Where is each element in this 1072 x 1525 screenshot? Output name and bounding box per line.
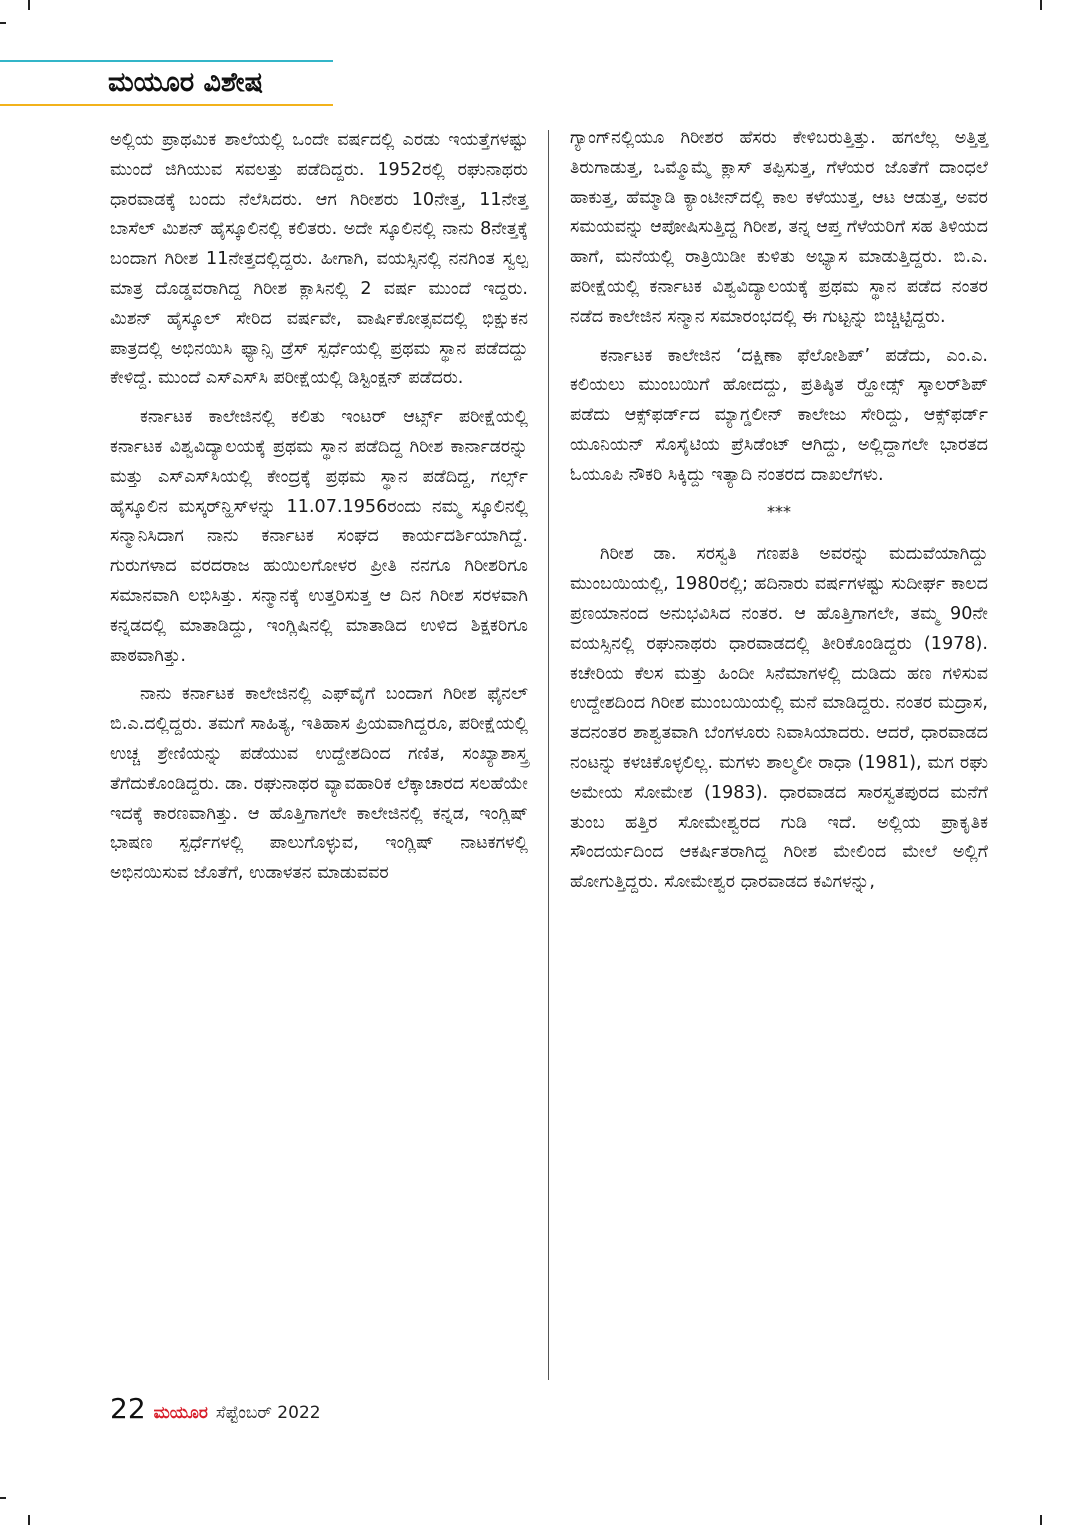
crop-mark (0, 1497, 6, 1499)
crop-mark (28, 0, 30, 10)
page-number: 22 (110, 1392, 146, 1425)
magazine-logo: ಮಯೂರ (153, 1403, 208, 1423)
article-paragraph: ಅಲ್ಲಿಯ ಪ್ರಾಥಮಿಕ ಶಾಲೆಯಲ್ಲಿ ಒಂದೇ ವರ್ಷದಲ್ಲಿ ಎರಡು ಇಯತ್ತೆಗಳಷ್ಟು ಮುಂದೆ ಜಿಗಿಯುವ ಸವಲತ್ತು ಪಡೆದಿದ್ದರು. 1952ರಲ್ಲಿ ರಘುನಾಥರು ಧಾರವಾಡಕ್ಕೆ ಬಂದು ನೆಲೆಸಿದರು. ಆಗ ಗಿರೀಶರು 10ನೇತ್ತ, 11ನೇತ್ತ ಬಾಸೆಲ್ ಮಿಶನ್ ಹೈಸ್ಕೂಲಿನಲ್ಲಿ ಕಲಿತರು. ಅದೇ ಸ್ಕೂಲಿನಲ್ಲಿ ನಾನು 8ನೇತ್ತಕ್ಕೆ ಬಂದಾಗ ಗಿರೀಶ 11ನೇತ್ತದಲ್ಲಿದ್ದರು. ಹೀಗಾಗಿ, ವಯಸ್ಸಿನಲ್ಲಿ ನನಗಿಂತ ಸ್ವಲ್ಪ ಮಾತ್ರ ದೊಡ್ಡವರಾಗಿದ್ದ ಗಿರೀಶ ಕ್ಲಾಸಿನಲ್ಲಿ 2 ವರ್ಷ ಮುಂದೆ ಇದ್ದರು. ಮಿಶನ್ ಹೈಸ್ಕೂಲ್ ಸೇರಿದ ವರ್ಷವೇ, ವಾರ್ಷಿಕೋತ್ಸವದಲ್ಲಿ ಭಿಕ್ಷುಕನ ಪಾತ್ರದಲ್ಲಿ ಅಭಿನಯಿಸಿ ಫ್ಯಾನ್ಸಿ ಡ್ರೆಸ್ ಸ್ಪರ್ಧೆಯಲ್ಲಿ ಪ್ರಥಮ ಸ್ಥಾನ ಪಡೆದದ್ದು ಕೇಳಿದ್ದೆ. ಮುಂದೆ ಎಸ್‌ಎಸ್‌ಸಿ ಪರೀಕ್ಷೆಯಲ್ಲಿ ಡಿಸ್ಟಿಂಕ್ಷನ್ ಪಡೆದರು. (110, 130, 528, 389)
article-paragraph: ಕರ್ನಾಟಕ ಕಾಲೇಜಿನಲ್ಲಿ ಕಲಿತು ಇಂಟರ್ ಆರ್ಟ್ಸ್ ಪರೀಕ್ಷೆಯಲ್ಲಿ ಕರ್ನಾಟಕ ವಿಶ್ವವಿದ್ಯಾಲಯಕ್ಕೆ ಪ್ರಥಮ ಸ್ಥಾನ ಪಡೆದಿದ್ದ ಗಿರೀಶ ಕಾರ್ನಾಡರನ್ನು ಮತ್ತು ಎಸ್‌ಎಸ್‌ಸಿಯಲ್ಲಿ ಕೇಂದ್ರಕ್ಕೆ ಪ್ರಥಮ ಸ್ಥಾನ ಪಡೆದಿದ್ದ, ಗರ್ಲ್ಸ್ ಹೈಸ್ಕೂಲಿನ ಮಸ್ಕರ್‌ನ್ಹಿಸ್‌ಳನ್ನು 11.07.1956ರಂದು ನಮ್ಮ ಸ್ಕೂಲಿನಲ್ಲಿ ಸನ್ಮಾನಿಸಿದಾಗ ನಾನು ಕರ್ನಾಟಕ ಸಂಘದ ಕಾರ್ಯದರ್ಶಿಯಾಗಿದ್ದೆ. ಗುರುಗಳಾದ ವರದರಾಜ ಹುಯಿಲಗೋಳರ ಪ್ರೀತಿ ನನಗೂ ಗಿರೀಶರಿಗೂ ಸಮಾನವಾಗಿ ಲಭಿಸಿತ್ತು. ಸನ್ಮಾನಕ್ಕೆ ಉತ್ತರಿಸುತ್ತ ಆ ದಿನ ಗಿರೀಶ ಸರಳವಾಗಿ ಕನ್ನಡದಲ್ಲಿ ಮಾತಾಡಿದ್ದು, ಇಂಗ್ಲಿಷಿನಲ್ಲಿ ಮಾತಾಡಿದ ಉಳಿದ ಶಿಕ್ಷಕರಿಗೂ ಪಾಠವಾಗಿತ್ತು. (110, 407, 528, 666)
header-rule-bottom (0, 104, 333, 106)
crop-mark (0, 22, 6, 24)
section-separator: *** (767, 501, 791, 521)
article-paragraph: ನಾನು ಕರ್ನಾಟಕ ಕಾಲೇಜಿನಲ್ಲಿ ಎಫ್‌ವೈಗೆ ಬಂದಾಗ ಗಿರೀಶ ಫೈನಲ್ ಬಿ.ಎ.ದಲ್ಲಿದ್ದರು. ತಮಗೆ ಸಾಹಿತ್ಯ, ಇತಿಹಾಸ ಪ್ರಿಯವಾಗಿದ್ದರೂ, ಪರೀಕ್ಷೆಯಲ್ಲಿ ಉಚ್ಚ ಶ್ರೇಣಿಯನ್ನು ಪಡೆಯುವ ಉದ್ದೇಶದಿಂದ ಗಣಿತ, ಸಂಖ್ಯಾಶಾಸ್ತ್ರ ತೆಗೆದುಕೊಂಡಿದ್ದರು. ಡಾ. ರಘುನಾಥರ ವ್ಯಾವಹಾರಿಕ ಲೆಕ್ಕಾಚಾರದ ಸಲಹೆಯೇ ಇದಕ್ಕೆ ಕಾರಣವಾಗಿತ್ತು. ಆ ಹೊತ್ತಿಗಾಗಲೇ ಕಾಲೇಜಿನಲ್ಲಿ ಕನ್ನಡ, ಇಂಗ್ಲಿಷ್ ಭಾಷಣ ಸ್ಪರ್ಧೆಗಳಲ್ಲಿ ಪಾಲುಗೊಳ್ಳುವ, ಇಂಗ್ಲಿಷ್ ನಾಟಕಗಳಲ್ಲಿ ಅಭಿನಯಿಸುವ ಜೊತೆಗೆ, ಉಡಾಳತನ ಮಾಡುವವರ (110, 684, 528, 884)
article-paragraph: ಕರ್ನಾಟಕ ಕಾಲೇಜಿನ ‘ದಕ್ಷಿಣಾ ಫೆಲೋಶಿಪ್’ ಪಡೆದು, ಎಂ.ಎ. ಕಲಿಯಲು ಮುಂಬಯಿಗೆ ಹೋದದ್ದು, ಪ್ರತಿಷ್ಠಿತ ರ್‍ಹೋಡ್ಸ್ ಸ್ಕಾಲರ್‌ಶಿಪ್ ಪಡೆದು ಆಕ್ಸ್‌ಫರ್ಡ್‌ದ ಮ್ಯಾಗ್ಡಲೀನ್ ಕಾಲೇಜು ಸೇರಿದ್ದು, ಆಕ್ಸ್‌ಫರ್ಡ್ ಯೂನಿಯನ್ ಸೊಸೈಟಿಯ ಪ್ರೆಸಿಡೆಂಟ್ ಆಗಿದ್ದು, ಅಲ್ಲಿದ್ದಾಗಲೇ ಭಾರತದ ಓಯೂಪಿ ನೌಕರಿ ಸಿಕ್ಕಿದ್ದು ಇತ್ಯಾದಿ ನಂತರದ ದಾಖಲೆಗಳು. (570, 345, 988, 485)
issue-date: ಸೆಪ್ಟೆಂಬರ್ 2022 (215, 1403, 321, 1423)
crop-mark (1040, 1515, 1042, 1525)
column-divider (548, 130, 549, 1380)
left-column (110, 126, 528, 889)
section-title: ಮಯೂರ ವಿಶೇಷ (108, 67, 263, 98)
right-column (570, 124, 988, 898)
crop-mark (28, 1515, 30, 1525)
crop-mark (1040, 0, 1042, 10)
article-paragraph: ಗಿರೀಶ ಡಾ. ಸರಸ್ವತಿ ಗಣಪತಿ ಅವರನ್ನು ಮದುವೆಯಾಗಿದ್ದು ಮುಂಬಯಿಯಲ್ಲಿ, 1980ರಲ್ಲಿ; ಹದಿನಾರು ವರ್ಷಗಳಷ್ಟು ಸುದೀರ್ಘ ಕಾಲದ ಪ್ರಣಯಾನಂದ ಅನುಭವಿಸಿದ ನಂತರ. ಆ ಹೊತ್ತಿಗಾಗಲೇ, ತಮ್ಮ 90ನೇ ವಯಸ್ಸಿನಲ್ಲಿ ರಘುನಾಥರು ಧಾರವಾಡದಲ್ಲಿ ತೀರಿಕೊಂಡಿದ್ದರು (1978). ಕಚೇರಿಯ ಕೆಲಸ ಮತ್ತು ಹಿಂದೀ ಸಿನೆಮಾಗಳಲ್ಲಿ ದುಡಿದು ಹಣ ಗಳಿಸುವ ಉದ್ದೇಶದಿಂದ ಗಿರೀಶ ಮುಂಬಯಿಯಲ್ಲಿ ಮನೆ ಮಾಡಿದ್ದರು. ನಂತರ ಮದ್ರಾಸ, ತದನಂತರ ಶಾಶ್ವತವಾಗಿ ಬೆಂಗಳೂರು ನಿವಾಸಿಯಾದರು. ಆದರೆ, ಧಾರವಾಡದ ನಂಟನ್ನು ಕಳಚಿಕೊಳ್ಳಲಿಲ್ಲ. ಮಗಳು ಶಾಲ್ಮಲೀ ರಾಧಾ (1981), ಮಗ ರಘು ಅಮೇಯ ಸೋಮೇಶ (1983). ಧಾರವಾಡದ ಸಾರಸ್ವತಪುರದ ಮನೆಗೆ ತುಂಬ ಹತ್ತಿರ ಸೋಮೇಶ್ವರದ ಗುಡಿ ಇದೆ. ಅಲ್ಲಿಯ ಪ್ರಾಕೃತಿಕ ಸೌಂದರ್ಯದಿಂದ ಆಕರ್ಷಿತರಾಗಿದ್ದ ಗಿರೀಶ ಮೇಲಿಂದ ಮೇಲೆ ಅಲ್ಲಿಗೆ ಹೋಗುತ್ತಿದ್ದರು. ಸೋಮೇಶ್ವರ ಧಾರವಾಡದ ಕವಿಗಳನ್ನು, (570, 544, 988, 893)
page-footer (110, 1392, 321, 1432)
article-paragraph: ಗ್ಯಾಂಗ್‌ನಲ್ಲಿಯೂ ಗಿರೀಶರ ಹೆಸರು ಕೇಳಿಬರುತ್ತಿತ್ತು. ಹಗಲೆಲ್ಲ ಅತ್ತಿತ್ತ ತಿರುಗಾಡುತ್ತ, ಒಮ್ಮೊಮ್ಮೆ ಕ್ಲಾಸ್ ತಪ್ಪಿಸುತ್ತ, ಗೆಳೆಯರ ಜೊತೆಗೆ ದಾಂಧಲೆ ಹಾಕುತ್ತ, ಹೆಮ್ಮಾಡಿ ಕ್ಯಾಂಟೀನ್‌ದಲ್ಲಿ ಕಾಲ ಕಳೆಯುತ್ತ, ಆಟ ಆಡುತ್ತ, ಅವರ ಸಮಯವನ್ನು ಆಪೋಷಿಸುತ್ತಿದ್ದ ಗಿರೀಶ, ತನ್ನ ಆಪ್ತ ಗೆಳೆಯರಿಗೆ ಸಹ ತಿಳಿಯದ ಹಾಗೆ, ಮನೆಯಲ್ಲಿ ರಾತ್ರಿಯಿಡೀ ಕುಳಿತು ಅಭ್ಯಾಸ ಮಾಡುತ್ತಿದ್ದರು. ಬಿ.ಎ. ಪರೀಕ್ಷೆಯಲ್ಲಿ ಕರ್ನಾಟಕ ವಿಶ್ವವಿದ್ಯಾಲಯಕ್ಕೆ ಪ್ರಥಮ ಸ್ಥಾನ ಪಡೆದ ನಂತರ ನಡೆದ ಕಾಲೇಜಿನ ಸನ್ಮಾನ ಸಮಾರಂಭದಲ್ಲಿ ಈ ಗುಟ್ಟನ್ನು ಬಿಚ್ಚಿಟ್ಟಿದ್ದರು. (570, 128, 988, 327)
